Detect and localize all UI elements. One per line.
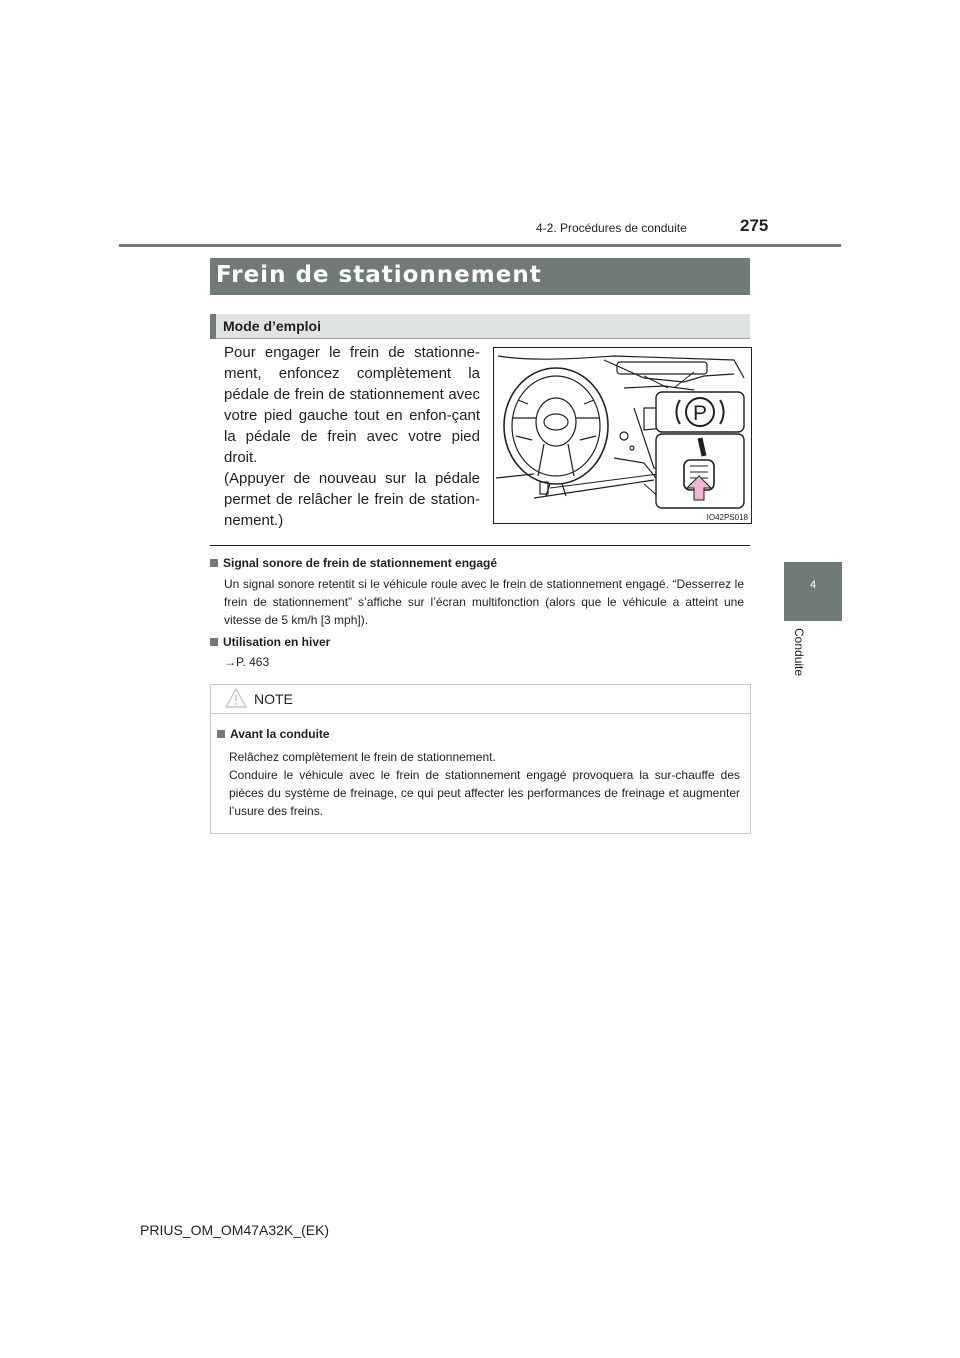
dashboard-illustration <box>494 348 751 523</box>
footer-code: PRIUS_OM_OM47A32K_(EK) <box>140 1222 330 1238</box>
intro-note: (Appuyer de nouveau sur la pédale permet de relâcher le frein de station-nement.) <box>224 470 480 529</box>
intro-paragraph <box>224 342 480 531</box>
page-number: 275 <box>740 216 769 235</box>
note-header <box>211 685 750 714</box>
item-heading-text: Signal sonore de frein de stationnement engagé <box>223 556 498 570</box>
item-text: Un signal sonore retentit si le véhicule roule avec le frein de stationnement engagé. “Desserrez le frein de stationnement” s’affiche sur l’écran multifonction (alors que le véhicule a atteint une vitesse de 5 km/h [3 mph]). <box>224 577 744 627</box>
note-line: Conduire le véhicule avec le frein de stationnement engagé provoquera la sur-chauffe des pièces du système de freinage, ce qui peut affecter les performances de freinage et augmenter l’usure des freins. <box>229 768 740 818</box>
parking-brake-illustration <box>493 347 752 524</box>
note-text <box>229 748 740 820</box>
chapter-number: 4 <box>809 579 817 591</box>
note-box <box>210 684 751 834</box>
section-divider <box>210 545 750 546</box>
chapter-tab <box>784 562 842 621</box>
chapter-name: Conduite <box>792 628 806 677</box>
subsection-accent <box>210 314 216 339</box>
note-heading <box>217 727 330 741</box>
item-heading <box>210 635 330 649</box>
item-heading <box>210 556 497 570</box>
p-indicator-letter: P <box>692 402 708 425</box>
square-bullet-icon <box>210 559 218 567</box>
note-line: Relâchez complètement le frein de stationnement. <box>229 750 496 764</box>
header-rule <box>119 244 841 247</box>
page-reference: →P. 463 <box>224 655 270 669</box>
figure-code: IO42PS018 <box>706 513 748 522</box>
intro-text: Pour engager le frein de stationne-ment, enfoncez complètement la pédale de frein de stationnement avec votre pied gauche tout en enfon-çant la pédale de frein avec votre pied droit. <box>224 344 480 466</box>
note-heading-text: Avant la conduite <box>230 727 330 741</box>
warning-icon <box>225 688 247 708</box>
title-bar <box>210 258 750 295</box>
section-label: 4-2. Procédures de conduite <box>536 221 687 235</box>
page-title: Frein de stationnement <box>216 262 542 288</box>
square-bullet-icon <box>217 730 225 738</box>
note-label: NOTE <box>254 691 293 707</box>
item-heading-text: Utilisation en hiver <box>223 635 331 649</box>
subsection-title: Mode d’emploi <box>223 318 321 334</box>
square-bullet-icon <box>210 638 218 646</box>
subsection-header <box>210 314 750 339</box>
